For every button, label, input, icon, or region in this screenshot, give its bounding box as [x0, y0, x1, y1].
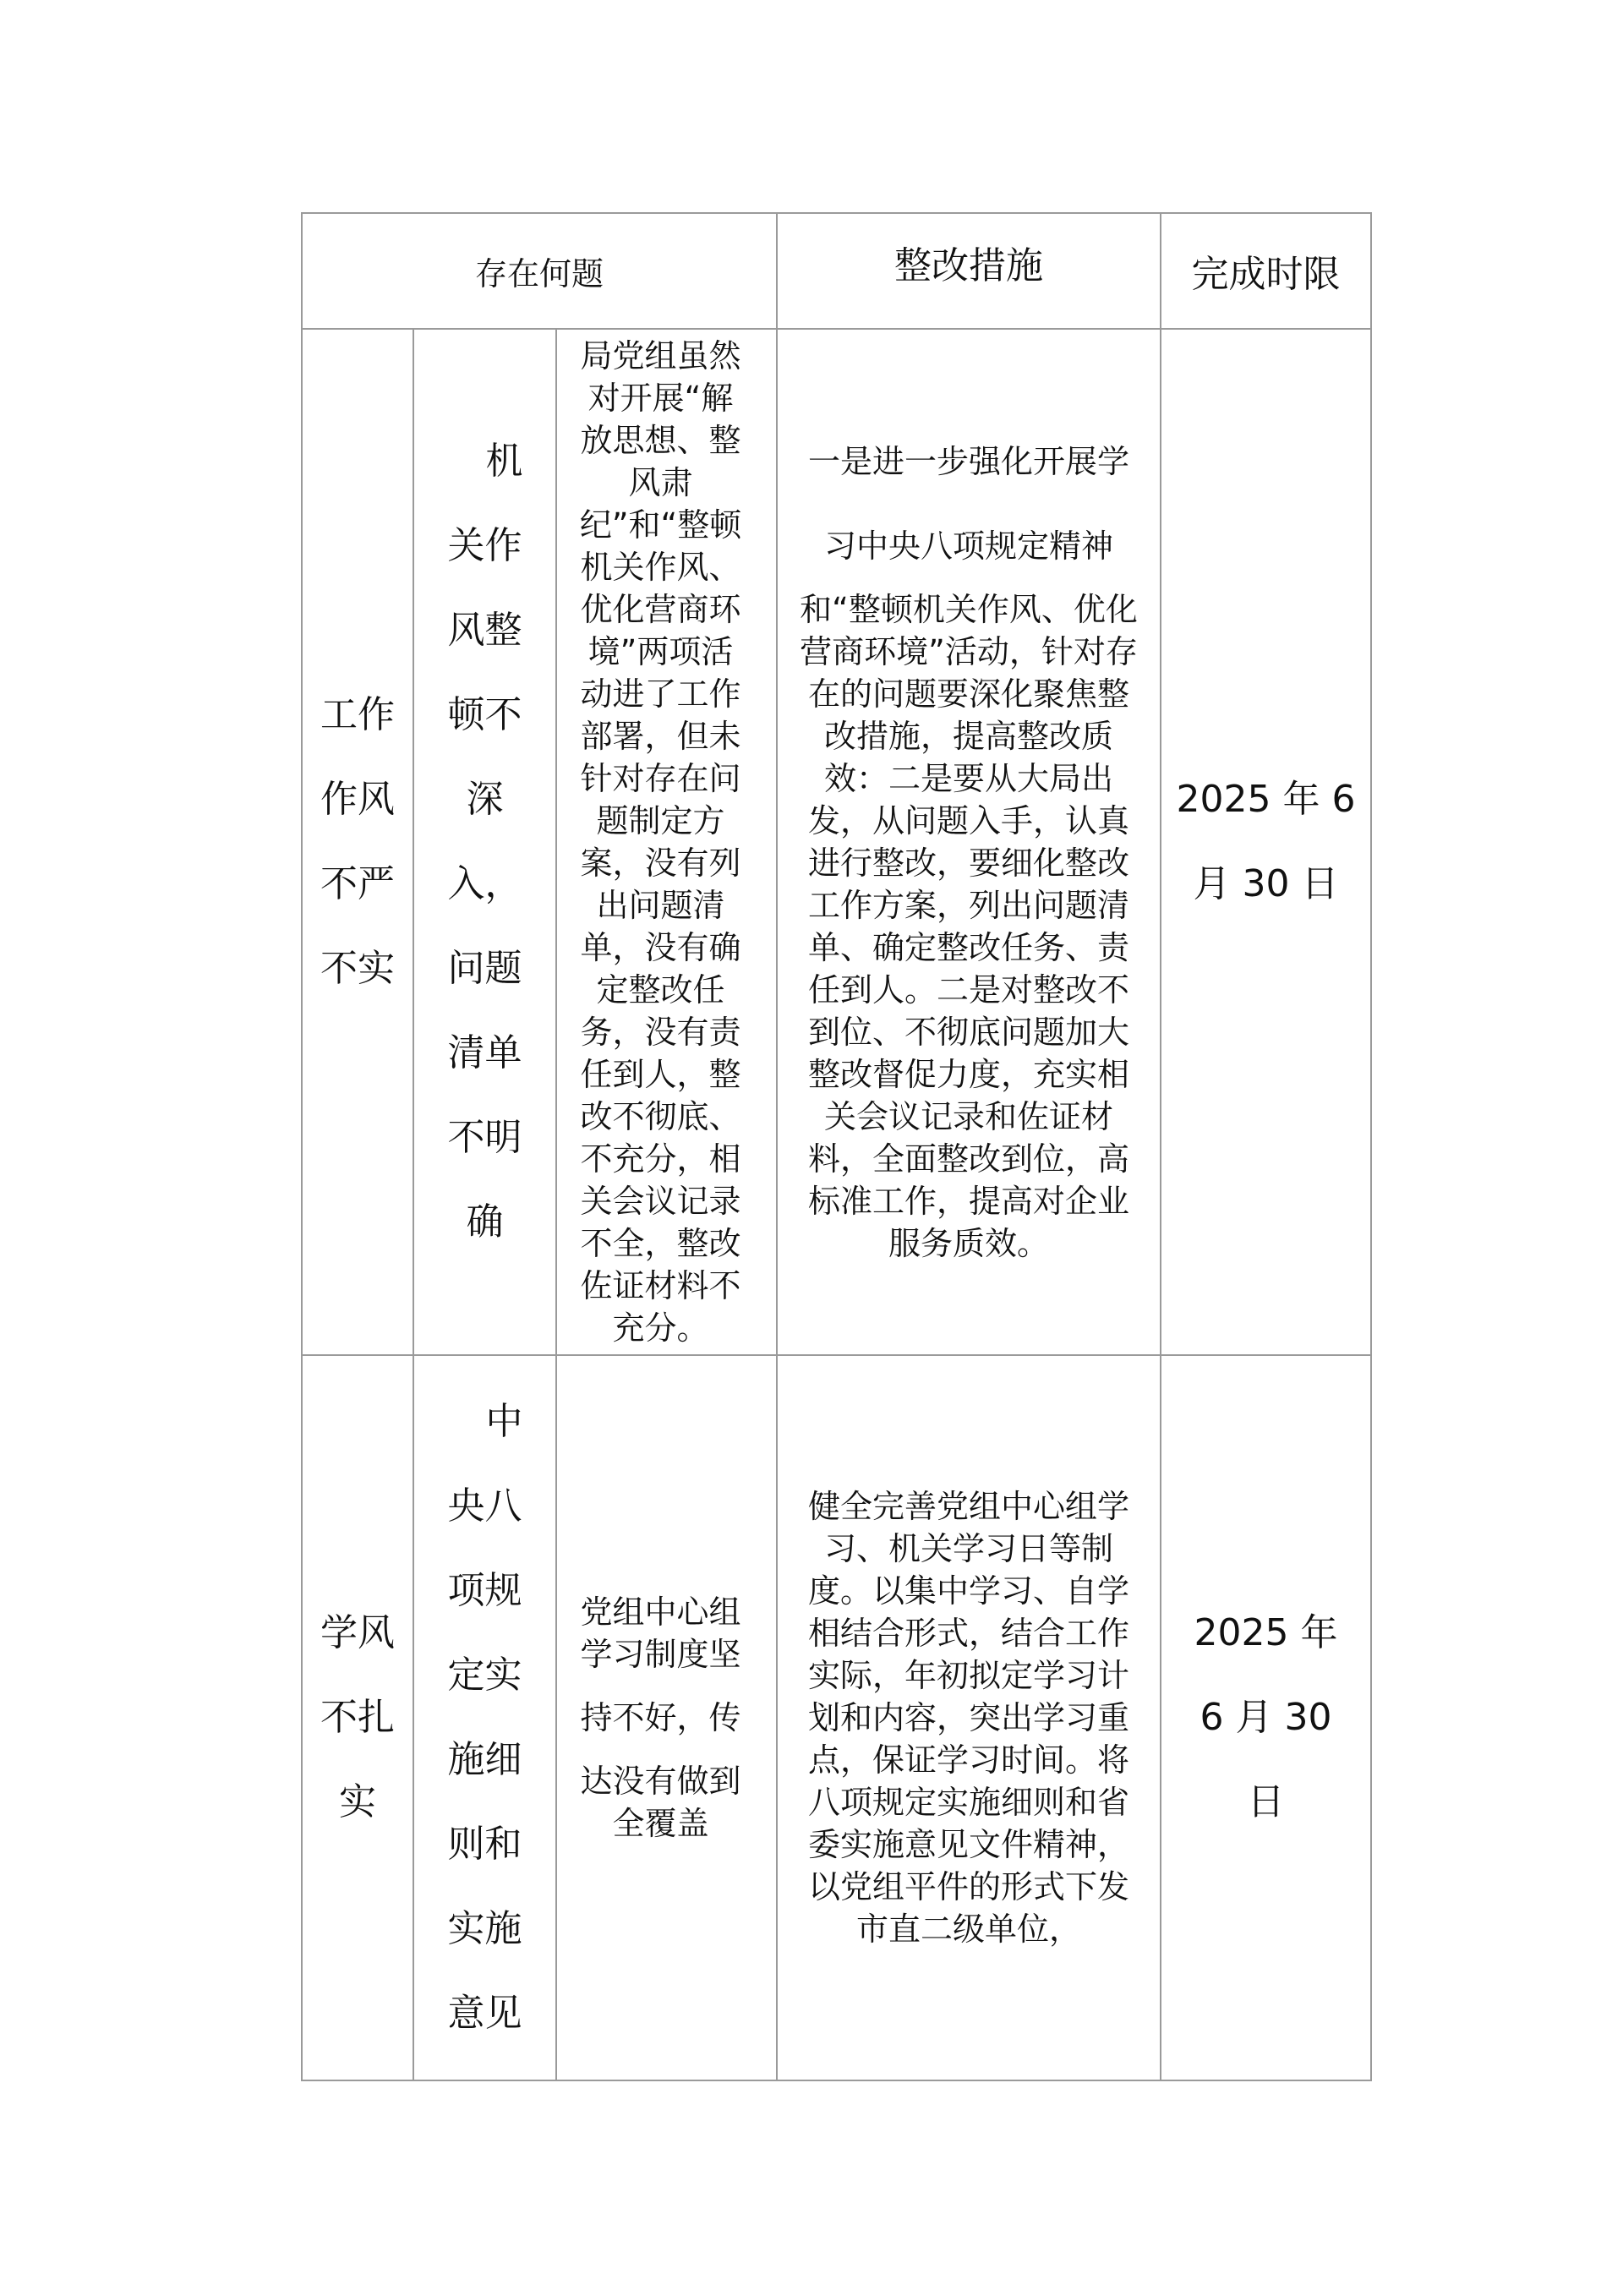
category-line: 作风 — [320, 778, 395, 821]
detail-line: 关会议记录 — [580, 1183, 741, 1220]
detail-line: 改不彻底、 — [580, 1098, 741, 1135]
header-measures-cell — [777, 213, 1161, 329]
header-deadline: 完成时限 — [1191, 252, 1341, 296]
detail-line: 针对存在问 — [580, 760, 741, 797]
detail-line: 纪”和“整顿 — [579, 506, 742, 544]
detail-line: 充分。 — [612, 1309, 709, 1347]
measure-line: 八项规定实施细则和省 — [808, 1784, 1130, 1821]
issue-line: 实施 — [447, 1907, 522, 1950]
category-line: 实 — [339, 1780, 376, 1823]
measure-line: 到位、不彻底问题加大 — [808, 1014, 1130, 1051]
measure-line: 关会议记录和佐证材 — [824, 1098, 1114, 1135]
measure-line: 营商环境”活动，针对存 — [800, 633, 1138, 670]
measure-line: 习中央八项规定精神 — [824, 528, 1114, 565]
issue-line: 中 — [485, 1400, 523, 1443]
detail-line: 风肃 — [628, 464, 693, 501]
measure-line: 服务质效。 — [888, 1225, 1050, 1262]
detail-line: 题制定方 — [596, 802, 725, 839]
header-measures: 整改措施 — [894, 243, 1044, 287]
detail-line: 境”两项活 — [587, 633, 734, 670]
issue-cell — [413, 329, 556, 1355]
category-line: 学风 — [320, 1611, 395, 1654]
measure-line: 实际，年初拟定学习计 — [808, 1657, 1130, 1694]
detail-line: 放思想、整 — [580, 422, 741, 459]
measure-line: 一是进一步强化开展学 — [808, 443, 1130, 480]
issue-line: 深 — [466, 778, 504, 821]
issue-line: 问题 — [447, 947, 522, 990]
issue-line: 施细 — [447, 1738, 522, 1781]
measure-line: 相结合形式，结合工作 — [808, 1615, 1130, 1652]
category-line: 工作 — [320, 693, 395, 736]
detail-text — [557, 1591, 776, 1845]
deadline-line: 6 月 30 — [1199, 1696, 1332, 1739]
detail-line: 全覆盖 — [612, 1805, 709, 1842]
category-line: 不扎 — [320, 1696, 395, 1739]
category-line: 不实 — [320, 947, 395, 990]
measure-line: 整改督促力度，充实相 — [808, 1056, 1130, 1093]
table-row — [302, 1355, 1371, 2080]
measure-cell — [777, 329, 1161, 1355]
detail-line: 任到人，整 — [580, 1056, 741, 1093]
deadline-line: 日 — [1247, 1780, 1285, 1823]
issue-cell — [413, 1355, 556, 2080]
deadline-cell — [1161, 329, 1371, 1355]
issue-line: 入， — [447, 862, 522, 905]
detail-line: 部署，但未 — [580, 718, 741, 755]
detail-line: 佐证材料不 — [580, 1267, 741, 1304]
deadline-cell — [1161, 1355, 1371, 2080]
detail-line: 局党组虽然 — [580, 337, 741, 374]
measure-line: 进行整改，要细化整改 — [808, 845, 1130, 882]
issue-line: 清单 — [447, 1031, 522, 1074]
detail-line: 定整改任 — [596, 971, 725, 1009]
measure-line: 以党组平件的形式下发 — [808, 1868, 1130, 1905]
measure-line: 料，全面整改到位，高 — [808, 1140, 1130, 1178]
detail-line: 单，没有确 — [580, 929, 741, 966]
issue-line: 机 — [485, 440, 523, 483]
table-row — [302, 329, 1371, 1355]
detail-line: 出问题清 — [596, 887, 725, 924]
measure-line: 在的问题要深化聚焦整 — [808, 675, 1130, 713]
measure-line: 标准工作，提高对企业 — [808, 1183, 1130, 1220]
measure-line: 习、机关学习日等制 — [824, 1530, 1114, 1567]
detail-line: 优化营商环 — [580, 591, 741, 628]
deadline-line: 2025 年 — [1194, 1611, 1338, 1654]
issue-line: 不明 — [447, 1116, 522, 1159]
issue-line: 风整 — [447, 609, 522, 652]
detail-line: 达没有做到 — [580, 1763, 741, 1800]
category-cell — [302, 1355, 413, 2080]
header-row — [302, 213, 1371, 329]
measure-line: 任到人。二是对整改不 — [808, 971, 1130, 1009]
detail-line: 党组中心组 — [580, 1594, 741, 1631]
detail-text — [557, 335, 776, 1349]
measure-line: 效：二是要从大局出 — [824, 760, 1114, 797]
detail-line: 对开展“解 — [587, 380, 734, 417]
category-cell — [302, 329, 413, 1355]
measure-line: 工作方案，列出问题清 — [808, 887, 1130, 924]
issue-line: 顿不 — [447, 693, 522, 736]
issue-line: 则和 — [447, 1823, 522, 1866]
detail-line: 持不好，传 — [580, 1699, 741, 1736]
issue-line: 定实 — [447, 1654, 522, 1697]
measure-line: 和“整顿机关作风、优化 — [800, 591, 1138, 628]
detail-line: 不充分，相 — [580, 1140, 741, 1178]
measure-line: 发，从问题入手，认真 — [808, 802, 1130, 839]
measure-line: 单、确定整改任务、责 — [808, 929, 1130, 966]
measure-line: 市直二级单位， — [856, 1911, 1082, 1948]
rectification-table — [301, 212, 1372, 2081]
measure-line: 委实施意见文件精神， — [808, 1826, 1130, 1863]
deadline-line: 2025 年 6 — [1176, 778, 1356, 821]
issue-line: 意见 — [447, 1992, 522, 2035]
header-problem: 存在何题 — [475, 254, 604, 292]
measure-line: 划和内容，突出学习重 — [808, 1699, 1130, 1736]
issue-line: 确 — [466, 1200, 504, 1244]
detail-line: 务，没有责 — [580, 1014, 741, 1051]
deadline-line: 月 30 日 — [1193, 862, 1339, 905]
measure-line: 健全完善党组中心组学 — [808, 1488, 1130, 1525]
issue-line: 项规 — [447, 1569, 522, 1612]
detail-line: 动进了工作 — [580, 675, 741, 713]
detail-line: 案，没有列 — [580, 845, 741, 882]
detail-line: 学习制度坚 — [580, 1636, 741, 1673]
header-problem-cell — [302, 213, 777, 329]
measure-line: 度。以集中学习、自学 — [808, 1572, 1130, 1610]
detail-line: 不全，整改 — [580, 1225, 741, 1262]
issue-line: 央八 — [447, 1484, 522, 1528]
category-line: 不严 — [320, 862, 395, 905]
measure-cell — [777, 1355, 1161, 2080]
detail-cell — [556, 329, 777, 1355]
measure-line: 点，保证学习时间。将 — [808, 1741, 1130, 1779]
issue-line: 关作 — [447, 524, 522, 567]
detail-line: 机关作风、 — [580, 549, 741, 586]
header-deadline-cell — [1161, 213, 1371, 329]
measure-line: 改措施，提高整改质 — [824, 718, 1114, 755]
detail-cell — [556, 1355, 777, 2080]
